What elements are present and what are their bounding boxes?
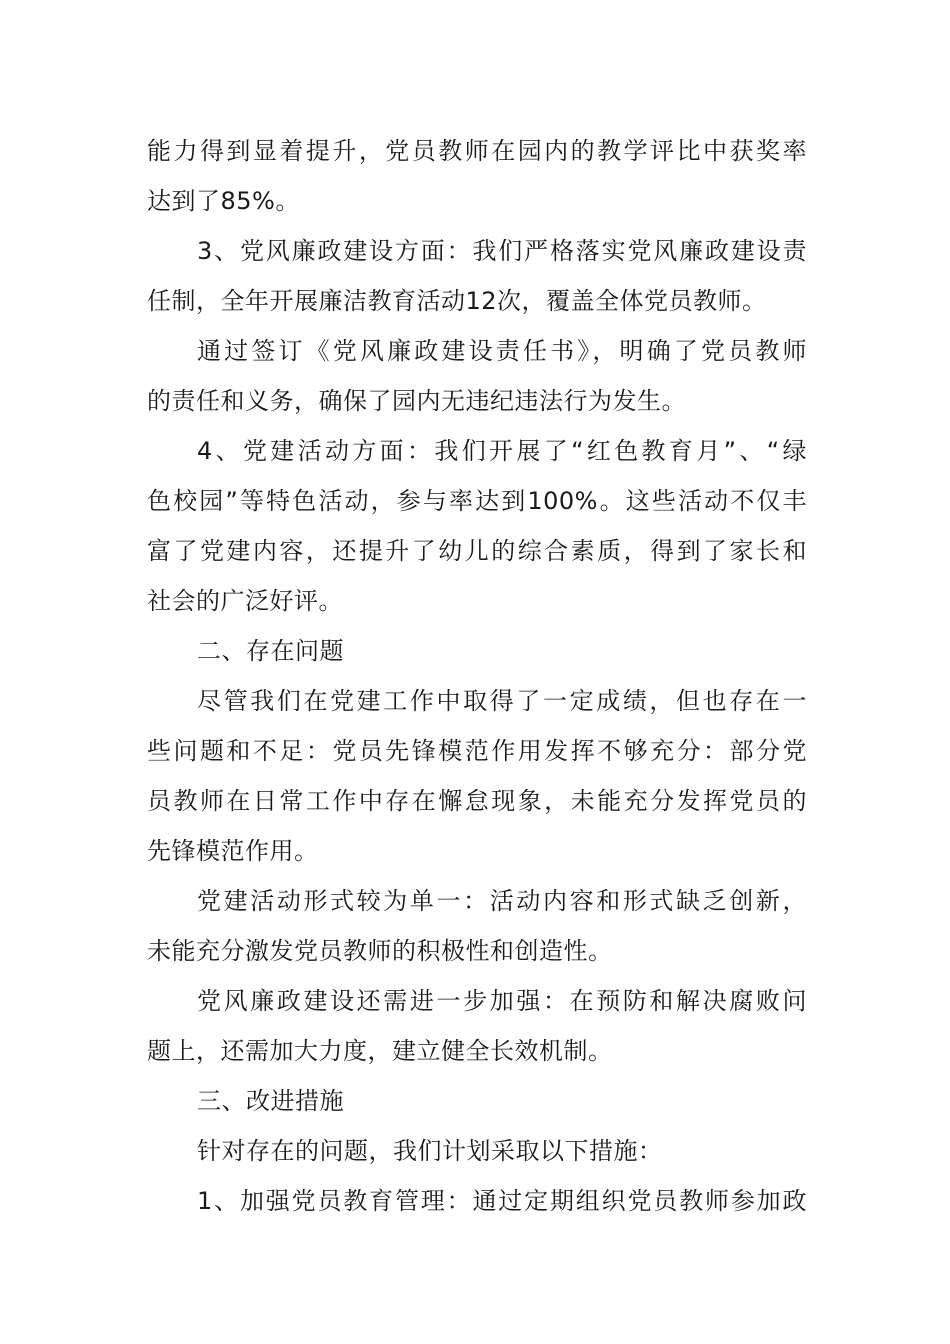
text-line: 富了党建内容，还提升了幼儿的综合素质，得到了家长和 (147, 537, 807, 565)
text-line: 色校园”等特色活动，参与率达到100%。这些活动不仅丰 (147, 487, 807, 515)
text-line: 的责任和义务，确保了园内无违纪违法行为发生。 (147, 387, 686, 415)
text-line: 任制，全年开展廉洁教育活动12次，覆盖全体党员教师。 (147, 287, 767, 315)
text-line: 达到了85%。 (147, 187, 300, 215)
text-line: 未能充分激发党员教师的积极性和创造性。 (147, 937, 613, 965)
text-line: 能力得到显着提升，党员教师在园内的教学评比中获奖率 (147, 137, 807, 165)
text-line: 党风廉政建设还需进一步加强：在预防和解决腐败问 (197, 987, 807, 1015)
text-line: 4、党建活动方面：我们开展了“红色教育月”、“绿 (197, 437, 807, 465)
text-line: 1、加强党员教育管理：通过定期组织党员教师参加政 (197, 1187, 807, 1215)
section-heading: 二、存在问题 (197, 637, 344, 665)
text-line: 员教师在日常工作中存在懈怠现象，未能充分发挥党员的 (147, 787, 807, 815)
text-line: 尽管我们在党建工作中取得了一定成绩，但也存在一 (197, 687, 807, 715)
section-heading: 三、改进措施 (197, 1087, 344, 1115)
text-line: 3、党风廉政建设方面：我们严格落实党风廉政建设责 (197, 237, 807, 265)
text-line: 先锋模范作用。 (147, 837, 319, 865)
document-body (147, 126, 807, 1226)
text-line: 党建活动形式较为单一：活动内容和形式缺乏创新， (197, 887, 807, 915)
text-line: 些问题和不足：党员先锋模范作用发挥不够充分：部分党 (147, 737, 807, 765)
text-line: 针对存在的问题，我们计划采取以下措施： (197, 1137, 663, 1165)
text-line: 社会的广泛好评。 (147, 587, 343, 615)
text-line: 题上，还需加大力度，建立健全长效机制。 (147, 1037, 613, 1065)
text-line: 通过签订《党风廉政建设责任书》，明确了党员教师 (197, 337, 807, 365)
